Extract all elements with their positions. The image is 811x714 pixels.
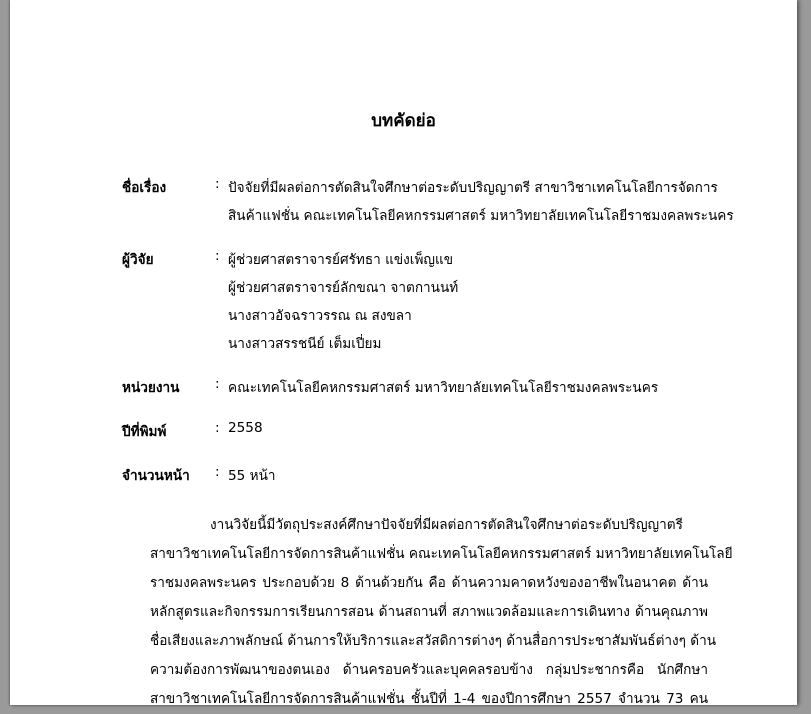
year-label: ปีที่พิมพ์ bbox=[122, 424, 167, 440]
researcher-name: นางสาวอัจฉราวรรณ ณ สงขลา bbox=[228, 308, 412, 324]
researcher-name: ผู้ช่วยศาสตราจารย์ศรัทธา แข่งเพ็ญแข bbox=[228, 252, 454, 268]
abstract-paragraph bbox=[150, 511, 733, 714]
year-value: 2558 bbox=[228, 420, 263, 436]
abstract-line: ชื่อเสียงและภาพลักษณ์ ด้านการให้บริการและสวัสดิการต่างๆ ด้านสื่อการประชาสัมพันธ์ต่างๆ ด้าน bbox=[150, 633, 717, 649]
topic-colon: : bbox=[215, 176, 220, 192]
abstract-line: หลักสูตรและกิจกรรมการเรียนการสอน ด้านสถานที่ สภาพแวดล้อมและการเดินทาง ด้านคุณภาพ bbox=[150, 604, 708, 620]
researcher-name: นางสาวสรรชนีย์ เต็มเปี่ยม bbox=[228, 336, 382, 352]
topic-line: สินค้าแฟชั่น คณะเทคโนโลยีคหกรรมศาสตร์ มหาวิทยาลัยเทคโนโลยีราชมงคลพระนคร bbox=[228, 208, 734, 224]
topic-line: ปัจจัยที่มีผลต่อการตัดสินใจศึกษาต่อระดับปริญญาตรี สาขาวิชาเทคโนโลยีการจัดการ bbox=[228, 180, 718, 196]
abstract-line: สาขาวิชาเทคโนโลยีการจัดการสินค้าแฟชั่น คณะเทคโนโลยีคหกรรมศาสตร์ มหาวิทยาลัยเทคโนโลยี bbox=[150, 546, 733, 562]
unit-value: คณะเทคโนโลยีคหกรรมศาสตร์ มหาวิทยาลัยเทคโนโลยีราชมงคลพระนคร bbox=[228, 380, 659, 396]
researchers-label: ผู้วิจัย bbox=[122, 252, 154, 268]
year-colon: : bbox=[215, 420, 220, 436]
topic-label: ชื่อเรื่อง bbox=[122, 180, 167, 196]
abstract-line: ความต้องการพัฒนาของตนเอง ด้านครอบครัวและบุคคลรอบข้าง กลุ่มประชากรคือ นักศึกษา bbox=[150, 662, 708, 678]
pages-colon: : bbox=[215, 464, 220, 480]
researchers-colon: : bbox=[215, 248, 220, 264]
document-page bbox=[10, 0, 797, 705]
abstract-line: งานวิจัยนี้มีวัตถุประสงค์ศึกษาปัจจัยที่มีผลต่อการตัดสินใจศึกษาต่อระดับปริญญาตรี bbox=[210, 517, 683, 533]
document-title: บทคัดย่อ bbox=[371, 111, 436, 131]
pages-label: จำนวนหน้า bbox=[122, 468, 190, 484]
pages-value: 55 หน้า bbox=[228, 468, 276, 484]
abstract-line: สาขาวิชาเทคโนโลยีการจัดการสินค้าแฟชั่น ชั้นปีที่ 1-4 ของปีการศึกษา 2557 จำนวน 73 คน bbox=[150, 691, 708, 707]
researcher-name: ผู้ช่วยศาสตราจารย์ลักขณา จาตกานนท์ bbox=[228, 280, 459, 296]
unit-label: หน่วยงาน bbox=[122, 380, 180, 396]
abstract-line: ราชมงคลพระนคร ประกอบด้วย 8 ด้านด้วยกัน คือ ด้านความคาดหวังของอาชีพในอนาคต ด้าน bbox=[150, 575, 708, 591]
unit-colon: : bbox=[215, 376, 220, 392]
